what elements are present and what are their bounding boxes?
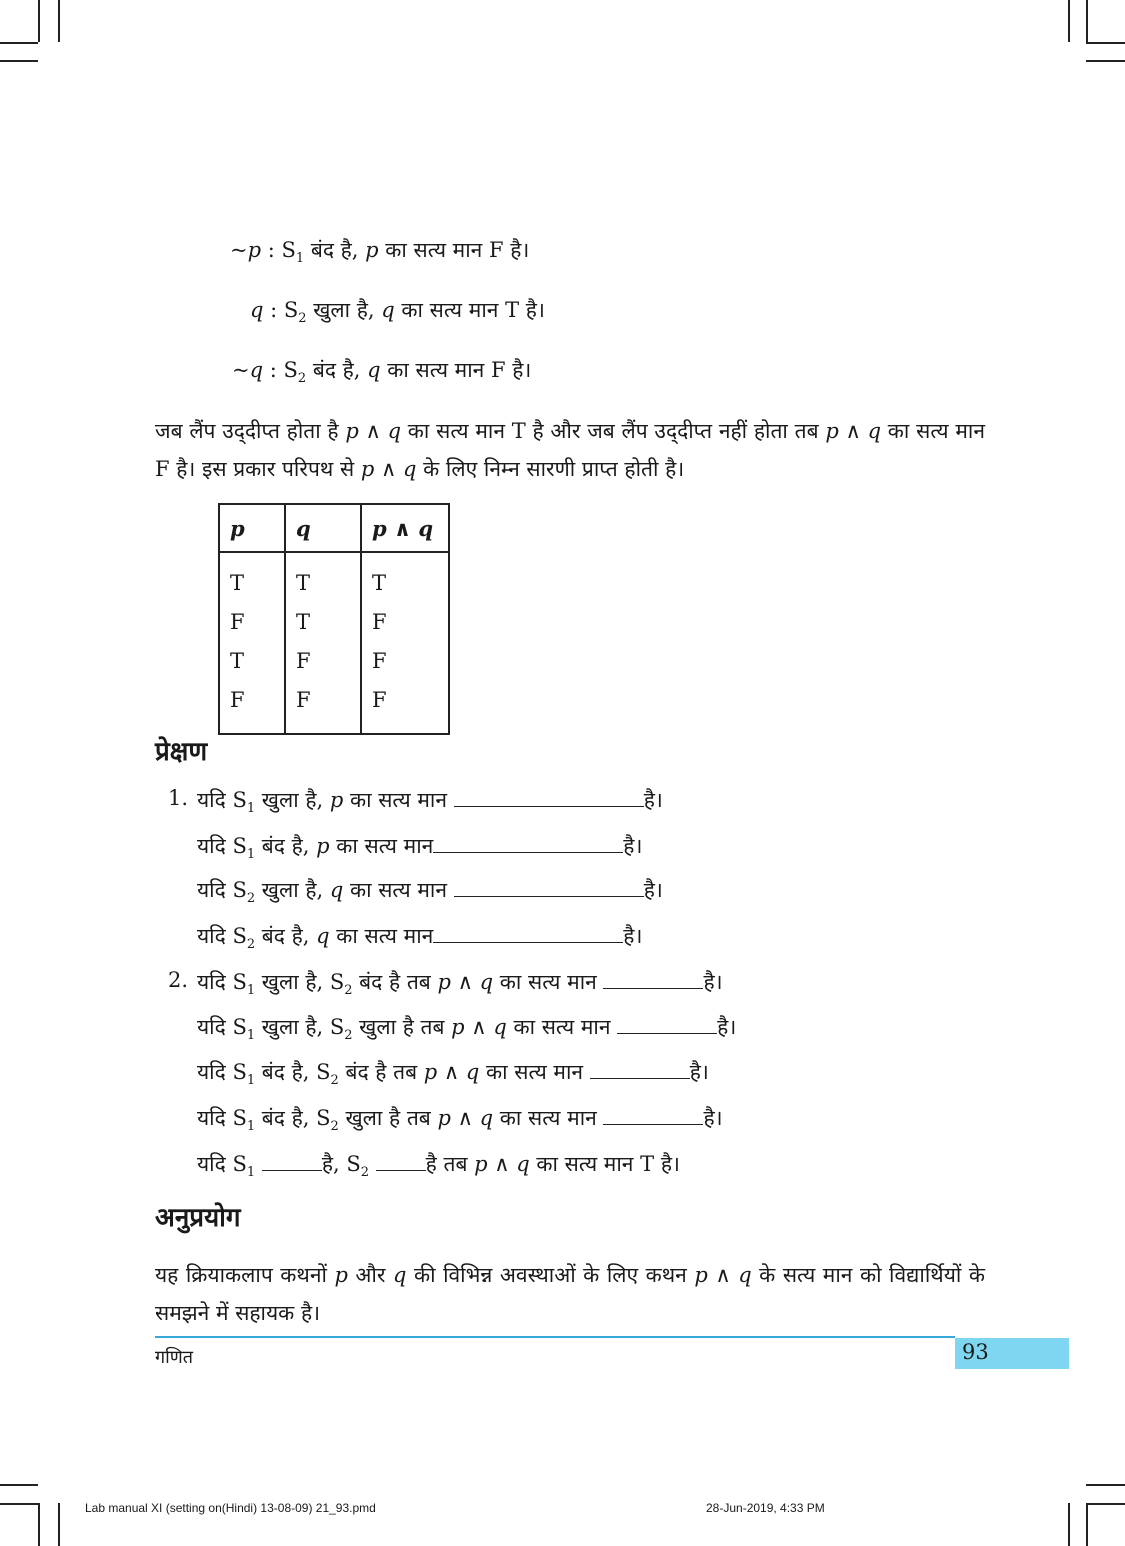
paragraph-truth: जब लैंप उद्‌दीप्त होता है p ∧ q का सत्य मान T है और जब लैंप उद्‌दीप्त नहीं होता तब p ∧ q का सत्य मान F है। इस प्रकार परिपथ से p ∧ q के लिए निम्न सारणी प्राप्त होती है। — [155, 419, 985, 481]
crop-mark — [1086, 1484, 1125, 1486]
answer-blank[interactable] — [590, 1060, 690, 1079]
crop-mark — [38, 1503, 40, 1546]
observation-line: यदि $S_2$ खुला है, q का सत्य मान है। — [197, 878, 663, 907]
table-cell: F — [219, 680, 285, 734]
observation-number: 1. — [168, 786, 189, 810]
crop-mark — [0, 1503, 38, 1505]
observation-heading: प्रेक्षण — [155, 737, 208, 767]
table-header-row — [219, 504, 449, 552]
observation-line: यदि $S_1$ खुला है, $S_2$ खुला है तब p ∧ q का सत्य मान है। — [197, 1015, 737, 1044]
crop-mark — [0, 1484, 38, 1486]
application-paragraph: यह क्रियाकलाप कथनों p और q की विभिन्न अवस्थाओं के लिए कथन p ∧ q के सत्य मान को विद्यार्थियों के समझने में सहायक है। — [155, 1263, 985, 1325]
table-cell: F — [361, 641, 449, 680]
observation-line: यदि $S_1$ खुला है, $S_2$ बंद है तब p ∧ q का सत्य मान है। — [197, 970, 723, 999]
definition-q: q : $S_2$ खुला है, q का सत्य मान T है। — [250, 298, 545, 327]
observation-line: यदि $S_2$ बंद है, q का सत्य मान है। — [197, 924, 643, 953]
crop-mark — [1086, 42, 1125, 44]
page-number: 93 — [962, 1340, 989, 1364]
footer-rule — [155, 1336, 955, 1338]
crop-mark — [58, 1503, 60, 1546]
footer-subject: गणित — [155, 1347, 194, 1368]
slug-file-name: Lab manual XI (setting on(Hindi) 13-08-09) 21_93.pmd — [85, 1501, 376, 1515]
answer-blank[interactable] — [433, 834, 623, 853]
answer-blank[interactable] — [603, 970, 703, 989]
observation-line: यदि $S_1$ बंद है, p का सत्य मान है। — [197, 834, 643, 863]
crop-mark — [0, 60, 38, 62]
slug-date: 28-Jun-2019, 4:33 PM — [706, 1501, 825, 1515]
application-heading: अनुप्रयोग — [155, 1203, 241, 1233]
table-cell: F — [361, 602, 449, 641]
answer-blank[interactable] — [376, 1152, 426, 1171]
crop-mark — [1086, 60, 1125, 62]
observation-line: यदि $S_1$ बंद है, $S_2$ खुला है तब p ∧ q का सत्य मान है। — [197, 1106, 723, 1135]
answer-blank[interactable] — [454, 878, 644, 897]
crop-mark — [38, 0, 40, 42]
table-row — [219, 552, 449, 602]
crop-mark — [1086, 1503, 1125, 1505]
definition-not-q: ~q : $S_2$ बंद है, q का सत्य मान F है। — [232, 358, 532, 387]
observation-line: यदि $S_1$ खुला है, p का सत्य मान है। — [197, 788, 663, 817]
crop-mark — [58, 0, 60, 42]
crop-mark — [1086, 0, 1088, 42]
table-cell: F — [219, 602, 285, 641]
table-cell: F — [285, 680, 361, 734]
table-row — [219, 641, 449, 680]
answer-blank[interactable] — [262, 1152, 322, 1171]
table-cell: F — [361, 680, 449, 734]
table-cell: T — [285, 552, 361, 602]
answer-blank[interactable] — [617, 1015, 717, 1034]
truth-table — [218, 503, 450, 735]
table-cell: F — [285, 641, 361, 680]
observation-line: यदि $S_1$ है, $S_2$ है तब p ∧ q का सत्य मान T है। — [197, 1152, 680, 1181]
table-header: p — [219, 504, 285, 552]
crop-mark — [1086, 1503, 1088, 1546]
answer-blank[interactable] — [433, 924, 623, 943]
table-header: q — [285, 504, 361, 552]
crop-mark — [1068, 0, 1070, 42]
observation-number: 2. — [168, 968, 189, 992]
observation-line: यदि $S_1$ बंद है, $S_2$ बंद है तब p ∧ q का सत्य मान है। — [197, 1060, 709, 1089]
crop-mark — [0, 42, 38, 44]
definition-not-p: ~p : $S_1$ बंद है, p का सत्य मान F है। — [230, 238, 530, 267]
table-row — [219, 602, 449, 641]
table-cell: T — [285, 602, 361, 641]
table-cell: T — [219, 552, 285, 602]
crop-mark — [1068, 1503, 1070, 1546]
table-row — [219, 680, 449, 734]
answer-blank[interactable] — [603, 1106, 703, 1125]
table-header: p ∧ q — [361, 504, 449, 552]
table-cell: T — [219, 641, 285, 680]
answer-blank[interactable] — [454, 788, 644, 807]
table-cell: T — [361, 552, 449, 602]
